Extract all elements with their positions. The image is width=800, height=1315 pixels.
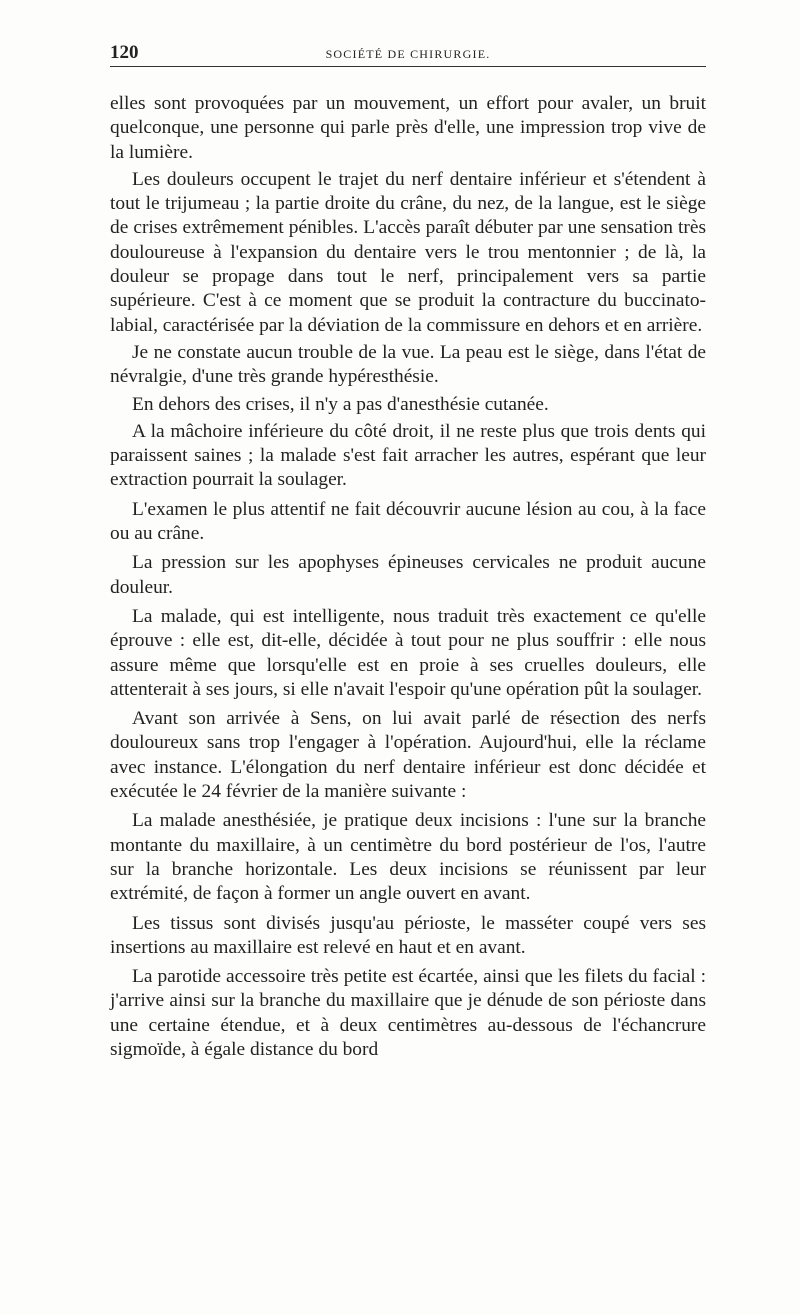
paragraph-anesthesia: En dehors des crises, il n'y a pas d'anesthésie cutanée. (132, 393, 549, 415)
paragraph-patient-statement: La malade, qui est intelligente, nous traduit très exactement ce qu'elle éprouve : elle est, dit-elle, décidée à tout pour ne plus souffrir : elle nous assure même que lorsqu'elle est en proie à ses cruelles douleurs, elle attenterait à ses jours, si elle n'avait l'espoir qu'une opération pût la soulager. (110, 605, 706, 700)
paragraph-vision: Je ne constate aucun trouble de la vue. La peau est le siège, dans l'état de névralgie, d'une très grande hypéresthésie. (110, 341, 706, 388)
paragraph-continuation: elles sont provoquées par un mouvement, un effort pour avaler, un bruit quelconque, une personne qui parle près d'elle, une impression trop vive de la lumière. (110, 93, 706, 163)
page-number: 120 (110, 42, 139, 63)
body-text (110, 92, 706, 1065)
paragraph-examination: L'examen le plus attentif ne fait découvrir aucune lésion au cou, à la face ou au crâne. (110, 498, 706, 545)
paragraph-tissues: Les tissus sont divisés jusqu'au périoste, le masséter coupé vers ses insertions au maxillaire est relevé en haut et en avant. (110, 912, 706, 958)
paragraph-teeth: A la mâchoire inférieure du côté droit, il ne reste plus que trois dents qui paraissent saines ; la malade s'est fait arracher les autres, espérant que leur extraction pourrait la soulager. (110, 420, 706, 491)
paragraph-decision: Avant son arrivée à Sens, on lui avait parlé de résection des nerfs douloureux sans trop l'engager à l'opération. Aujourd'hui, elle la réclame avec instance. L'élongation du nerf dentaire inférieur est donc décidée et exécutée le 24 février de la manière suivante : (110, 708, 706, 803)
paragraph-parotid: La parotide accessoire très petite est écartée, ainsi que les filets du facial : j'arrive ainsi sur la branche du maxillaire que je dénude de son périoste dans une certaine étendue, et à deux centimètres au-dessous de l'échancrure sigmoïde, à égale distance du bord (110, 966, 706, 1060)
paragraph-pressure: La pression sur les apophyses épineuses cervicales ne produit aucune douleur. (110, 552, 706, 598)
journal-title: SOCIÉTÉ DE CHIRURGIE. (325, 47, 491, 61)
paragraph-incisions: La malade anesthésiée, je pratique deux incisions : l'une sur la branche montante du maxillaire, à un centimètre du bord postérieur de l'os, l'autre sur la branche horizontale. Les deux incisions se réunissent par leur extrémité, de façon à former un angle ouvert en avant. (110, 810, 706, 905)
running-header (110, 42, 706, 67)
paragraph-pain-description: Les douleurs occupent le trajet du nerf dentaire inférieur et s'étendent à tout le trijumeau ; la partie droite du crâne, du nez, de la langue, est le siège de crises extrêmement pénibles. L'accès paraît débuter par une sensation très douloureuse à l'expansion du dentaire vers le trou mentonnier ; de là, la douleur se propage dans tout le nerf, principalement vers sa partie supérieure. C'est à ce moment que se produit la contracture du buccinato-labial, caractérisée par la déviation de la commissure en dehors et en arrière. (110, 168, 706, 336)
